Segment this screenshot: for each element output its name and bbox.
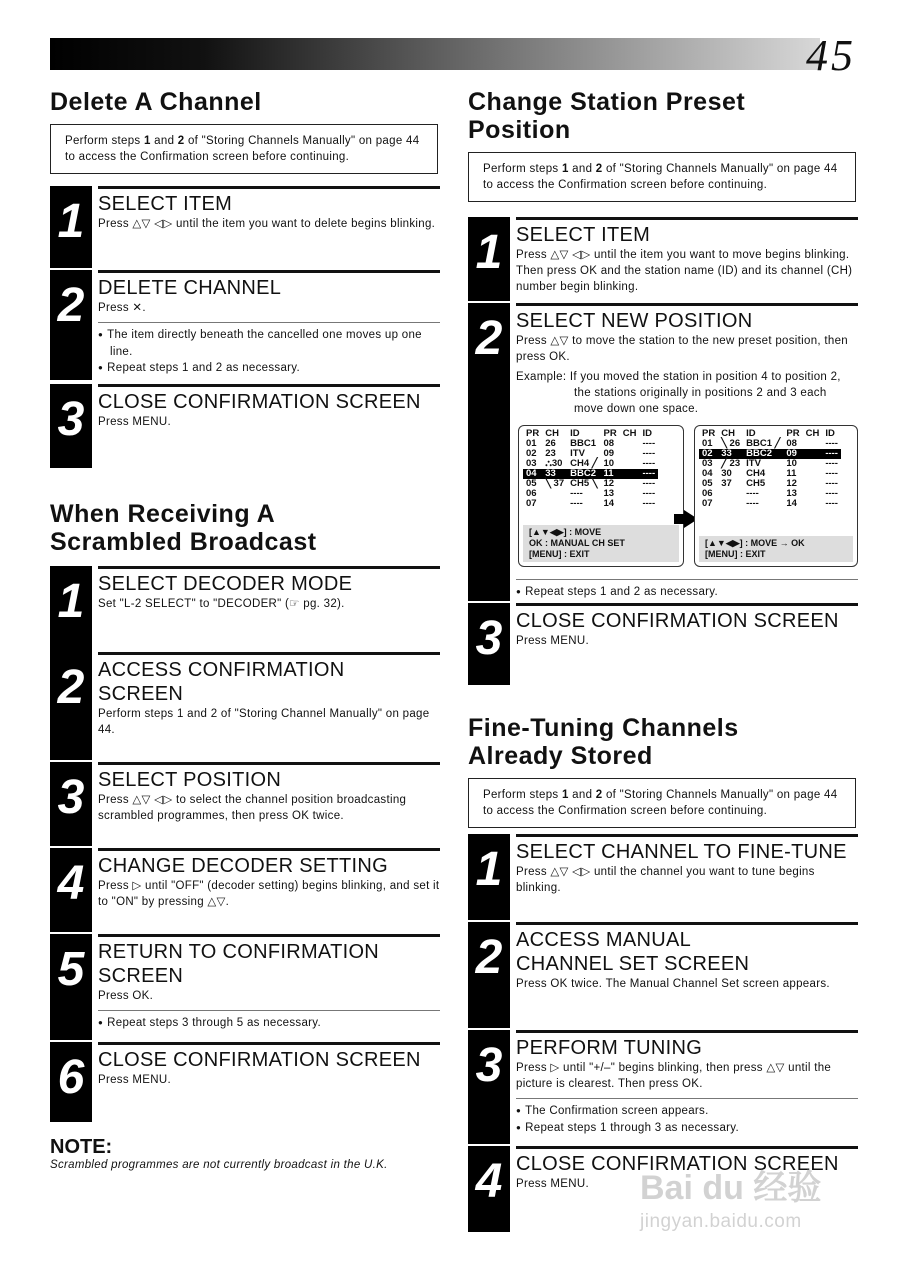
step-number: 2 xyxy=(50,652,92,760)
intro-step-ref: 1 xyxy=(561,163,569,175)
screen-cell: 01 xyxy=(702,438,713,449)
screen-cell xyxy=(803,469,823,479)
delete-channel-steps xyxy=(50,186,440,471)
step-title: RETURN TO CONFIRMATION SCREEN xyxy=(98,934,440,988)
watermark xyxy=(640,1160,865,1250)
screen-cell: 11 xyxy=(601,469,620,479)
intro-text: of "Storing Channels Manually" on page 44 to access the Confirmation screen before continuing. xyxy=(483,163,838,191)
intro-text: of "Storing Channels Manually" on page 44 to access the Confirmation screen before continuing. xyxy=(483,789,838,817)
screen-cell: 07 xyxy=(702,498,713,509)
scrambled-step-5 xyxy=(50,934,440,1040)
screen-cell xyxy=(620,469,640,479)
screen-cell: ---- xyxy=(746,498,759,509)
screen-cell xyxy=(803,479,823,489)
screen-cell xyxy=(803,459,823,469)
screen-cell: 09 xyxy=(783,449,802,459)
step-number: 1 xyxy=(50,566,92,652)
delete-channel-section xyxy=(50,88,440,174)
screen-cell: ╱ 23 xyxy=(721,458,741,469)
col-header: ID xyxy=(570,428,580,439)
screen-cell: ⛬30 xyxy=(545,458,563,469)
page-number: 45 xyxy=(806,31,856,80)
step-title: ACCESS MANUAL CHANNEL SET SCREEN xyxy=(516,922,858,976)
screen-cell: BBC2 xyxy=(567,469,600,479)
screen-cell: CH5 ╲ xyxy=(570,478,598,489)
intro-step-ref: 2 xyxy=(595,789,603,801)
finetune-section xyxy=(468,714,858,828)
step-title: ACCESS CONFIRMATION SCREEN xyxy=(98,652,440,706)
screen-after-table xyxy=(699,429,841,509)
step-text: Press △▽ ◁▷ until the item you want to delete begins blinking. xyxy=(98,218,436,230)
step-title: PERFORM TUNING xyxy=(516,1030,858,1060)
screen-cell xyxy=(542,499,567,509)
footer-line: OK : MANUAL CH SET xyxy=(529,538,625,548)
screen-cell: ITV xyxy=(746,458,761,469)
preset-step-2 xyxy=(468,303,858,601)
screen-cell: 13 xyxy=(603,488,615,499)
screen-cell: ---- xyxy=(642,458,656,469)
step-bullets xyxy=(98,322,440,377)
note-section xyxy=(50,1136,450,1171)
step-text: Press △▽ ◁▷ until the item you want to move begins blinking. Then press OK and the station name (ID) and its channel (CH) number begin blinking. xyxy=(516,249,853,293)
screen-cell: ╲ 37 xyxy=(545,478,565,489)
change-preset-intro xyxy=(468,152,856,202)
bullet-item: ● Repeat steps 1 and 2 as necessary. xyxy=(516,584,858,601)
change-preset-title: Change Station Preset Position xyxy=(468,88,746,144)
screen-after-footer xyxy=(699,536,853,562)
screen-row xyxy=(699,499,841,509)
step-number: 2 xyxy=(50,270,92,380)
step-title: CLOSE CONFIRMATION SCREEN xyxy=(98,384,440,414)
screen-before-table xyxy=(523,429,658,509)
step-title: CLOSE CONFIRMATION SCREEN xyxy=(516,1146,858,1176)
step-number: 6 xyxy=(50,1042,92,1122)
finetune-step-1 xyxy=(468,834,858,920)
screen-cell: ---- xyxy=(642,488,656,499)
screen-after-rows xyxy=(699,439,841,509)
intro-step-ref: 2 xyxy=(177,135,185,147)
change-preset-steps xyxy=(468,217,858,687)
screen-cell: 05 xyxy=(702,478,713,489)
finetune-step-2 xyxy=(468,922,858,1028)
screen-cell: 04 xyxy=(702,468,713,479)
scrambled-step-4 xyxy=(50,848,440,932)
footer-line: [MENU] : EXIT xyxy=(705,549,766,559)
screen-cell: 13 xyxy=(786,488,797,499)
step-number: 1 xyxy=(468,834,510,920)
screen-cell: BBC1 xyxy=(570,438,597,449)
screen-cell: ---- xyxy=(570,488,583,499)
screen-cell: 06 xyxy=(702,488,713,499)
footer-line: [MENU] : EXIT xyxy=(529,549,590,559)
screen-cell: ---- xyxy=(825,468,838,479)
screen-cell: 12 xyxy=(603,478,615,489)
delete-channel-intro xyxy=(50,124,438,174)
step-bullets xyxy=(98,1010,440,1032)
screen-cell xyxy=(803,499,823,509)
step-number: 1 xyxy=(50,186,92,268)
screen-cell: 10 xyxy=(603,458,615,469)
screen-cell: ITV xyxy=(570,448,585,459)
delete-step-2 xyxy=(50,270,440,380)
step-title: CHANGE DECODER SETTING xyxy=(98,848,440,878)
screen-cell: BBC2 xyxy=(743,449,783,459)
screen-cell: 07 xyxy=(526,498,537,509)
step-title: SELECT ITEM xyxy=(516,217,858,247)
screen-cell: 14 xyxy=(603,498,615,509)
screen-cell: 11 xyxy=(786,468,797,479)
screen-cell xyxy=(803,449,823,459)
intro-step-ref: 2 xyxy=(595,163,603,175)
intro-text: Perform steps xyxy=(483,789,562,801)
screen-cell: 30 xyxy=(721,468,732,479)
scrambled-section xyxy=(50,500,440,556)
screen-row xyxy=(523,499,658,509)
preset-step-1 xyxy=(468,217,858,301)
watermark-logo: Bai du 经验 xyxy=(640,1169,822,1207)
step-text: Press OK. xyxy=(98,990,154,1002)
step-title: CLOSE CONFIRMATION SCREEN xyxy=(516,603,858,633)
screen-cell: BBC1 ╱ xyxy=(746,438,781,449)
screen-after xyxy=(694,425,858,567)
step-number: 2 xyxy=(468,303,510,601)
change-preset-section xyxy=(468,88,858,202)
screen-cell xyxy=(803,439,823,449)
step-title: SELECT DECODER MODE xyxy=(98,566,440,596)
screen-cell: ---- xyxy=(642,478,656,489)
preset-step-3 xyxy=(468,603,858,685)
step-text: Press MENU. xyxy=(98,416,171,428)
screen-cell xyxy=(718,489,743,499)
col-header: PR xyxy=(702,428,716,439)
bullet-item: ● The Confirmation screen appears. xyxy=(516,1103,858,1120)
screen-before-footer xyxy=(523,525,679,562)
screen-cell: 33 xyxy=(542,469,567,479)
screen-cell: ---- xyxy=(642,438,656,449)
screen-cell xyxy=(620,479,640,489)
col-header: ID xyxy=(825,428,835,439)
screen-cell: 08 xyxy=(603,438,615,449)
screen-cell xyxy=(803,489,823,499)
col-header: CH xyxy=(805,428,820,439)
screen-row xyxy=(523,439,658,449)
watermark-url: jingyan.baidu.com xyxy=(640,1211,802,1232)
bullet-item: ● Repeat steps 1 through 3 as necessary. xyxy=(516,1120,858,1137)
screen-cell: CH5 xyxy=(746,478,766,489)
intro-text: and xyxy=(568,789,596,801)
step-title: SELECT ITEM xyxy=(98,186,440,216)
intro-text: Perform steps xyxy=(65,135,144,147)
screen-cell: 12 xyxy=(786,478,797,489)
step-title: SELECT CHANNEL TO FINE-TUNE xyxy=(516,834,858,864)
col-header: PR xyxy=(786,428,800,439)
scrambled-title: When Receiving A Scrambled Broadcast xyxy=(50,500,317,556)
step-number: 2 xyxy=(468,922,510,1028)
scrambled-step-2 xyxy=(50,652,440,760)
screen-cell: 01 xyxy=(526,438,537,449)
screen-cell xyxy=(620,439,640,449)
delete-step-3 xyxy=(50,384,440,469)
screen-cell: 03 xyxy=(526,458,537,469)
screen-cell: ---- xyxy=(825,488,838,499)
screen-cell xyxy=(718,499,743,509)
bullet-item: ● The item directly beneath the cancelled one moves up one line. xyxy=(98,327,440,360)
step-text: Press MENU. xyxy=(516,1178,589,1190)
footer-line: [▲▼◀▶] : MOVE → OK xyxy=(705,538,805,548)
screen-cell: ---- xyxy=(822,449,841,459)
col-header: ID xyxy=(642,428,652,439)
step-text: Press MENU. xyxy=(98,1074,171,1086)
step-number: 4 xyxy=(50,848,92,932)
screen-row xyxy=(699,479,841,489)
scrambled-step-6 xyxy=(50,1042,440,1122)
screen-cell: 14 xyxy=(786,498,797,509)
screen-cell: ---- xyxy=(642,448,656,459)
step-text: Press △▽ ◁▷ until the channel you want to tune begins blinking. xyxy=(516,866,815,894)
screen-cell: 02 xyxy=(699,449,718,459)
intro-text: of "Storing Channels Manually" on page 44 to access the Confirmation screen before continuing. xyxy=(65,135,420,163)
step-title: DELETE CHANNEL xyxy=(98,270,440,300)
step-text: Press MENU. xyxy=(516,635,589,647)
step-text: Press ✕. xyxy=(98,302,146,314)
screen-cell xyxy=(620,499,640,509)
screen-cell: 04 xyxy=(523,469,542,479)
screen-cell: CH4 ╱ xyxy=(570,458,598,469)
screen-cell: ╲ 26 xyxy=(721,438,741,449)
step-number: 5 xyxy=(50,934,92,1040)
screen-cell: ---- xyxy=(825,438,838,449)
intro-text: and xyxy=(568,163,596,175)
step-bullets xyxy=(516,579,858,601)
finetune-title: Fine-Tuning Channels Already Stored xyxy=(468,714,739,770)
step-text: Press ▷ until "+/–" begins blinking, then press △▽ until the picture is clearest. Then press OK. xyxy=(516,1062,832,1090)
screen-row xyxy=(523,479,658,489)
step-number: 3 xyxy=(50,762,92,846)
screen-before-rows xyxy=(523,439,658,509)
screen-cell: ---- xyxy=(825,498,838,509)
screen-cell: 37 xyxy=(721,478,732,489)
finetune-step-3 xyxy=(468,1030,858,1144)
finetune-intro xyxy=(468,778,856,828)
screen-cell: ---- xyxy=(570,498,583,509)
screen-cell xyxy=(620,459,640,469)
step-title: SELECT NEW POSITION xyxy=(516,303,858,333)
screen-cell: 02 xyxy=(526,448,537,459)
col-header: CH xyxy=(622,428,637,439)
intro-step-ref: 1 xyxy=(561,789,569,801)
col-header: CH xyxy=(721,428,735,439)
scrambled-step-1 xyxy=(50,566,440,650)
screen-cell xyxy=(542,489,567,499)
bullet-item: ● Repeat steps 1 and 2 as necessary. xyxy=(98,360,440,377)
screen-cell: 03 xyxy=(702,458,713,469)
col-header: PR xyxy=(526,428,540,439)
step-text: Press OK twice. The Manual Channel Set screen appears. xyxy=(516,978,830,990)
screen-cell: 10 xyxy=(786,458,797,469)
screen-cell: 08 xyxy=(786,438,797,449)
step-title: SELECT POSITION xyxy=(98,762,440,792)
screen-cell: ---- xyxy=(642,498,656,509)
header-bar xyxy=(50,38,820,70)
intro-step-ref: 1 xyxy=(143,135,151,147)
step-number: 3 xyxy=(468,603,510,685)
col-header: CH xyxy=(545,428,559,439)
delete-channel-title: Delete A Channel xyxy=(50,88,262,116)
screen-cell: ---- xyxy=(746,488,759,499)
screen-row xyxy=(523,489,658,499)
step-number: 3 xyxy=(50,384,92,468)
step-number: 4 xyxy=(468,1146,510,1232)
col-header: PR xyxy=(603,428,617,439)
step-text: Perform steps 1 and 2 of "Storing Channel Manually" on page 44. xyxy=(98,708,430,736)
step-example: Example: If you moved the station in position 4 to position 2, the stations originally in positions 2 and 3 each move down one space. xyxy=(516,371,841,415)
col-header: ID xyxy=(746,428,756,439)
step-text: Press ▷ until "OFF" (decoder setting) begins blinking, and set it to "ON" by pressing △▽. xyxy=(98,880,440,908)
intro-text: Perform steps xyxy=(483,163,562,175)
step-text: Set "L-2 SELECT" to "DECODER" (☞ pg. 32). xyxy=(98,598,345,610)
delete-step-1 xyxy=(50,186,440,268)
screen-cell: 05 xyxy=(526,478,537,489)
scrambled-steps xyxy=(50,566,440,1126)
step-text: Press △▽ to move the station to the new preset position, then press OK. xyxy=(516,335,848,363)
note-title: NOTE: xyxy=(50,1136,113,1158)
step-number: 3 xyxy=(468,1030,510,1144)
screen-cell: 26 xyxy=(545,438,556,449)
step-title: CLOSE CONFIRMATION SCREEN xyxy=(98,1042,440,1072)
scrambled-step-3 xyxy=(50,762,440,846)
screen-cell: 23 xyxy=(545,448,556,459)
screen-cell: ---- xyxy=(639,469,658,479)
screen-cell: 06 xyxy=(526,488,537,499)
screen-cell: 09 xyxy=(603,448,615,459)
screen-cell: ---- xyxy=(825,478,838,489)
intro-text: and xyxy=(150,135,178,147)
screen-cell: ---- xyxy=(825,458,838,469)
step-bullets xyxy=(516,1098,858,1137)
screen-before xyxy=(518,425,684,567)
screen-row xyxy=(699,489,841,499)
footer-line: [▲▼◀▶] : MOVE xyxy=(529,527,602,537)
screen-cell: CH4 xyxy=(746,468,766,479)
screen-cell xyxy=(620,449,640,459)
screen-cell xyxy=(620,489,640,499)
step-number: 1 xyxy=(468,217,510,301)
note-text: Scrambled programmes are not currently broadcast in the U.K. xyxy=(50,1159,388,1171)
screen-cell: 33 xyxy=(718,449,743,459)
step-text: Press △▽ ◁▷ to select the channel position broadcasting scrambled programmes, then press OK twice. xyxy=(98,794,407,822)
bullet-item: ● Repeat steps 3 through 5 as necessary. xyxy=(98,1015,440,1032)
